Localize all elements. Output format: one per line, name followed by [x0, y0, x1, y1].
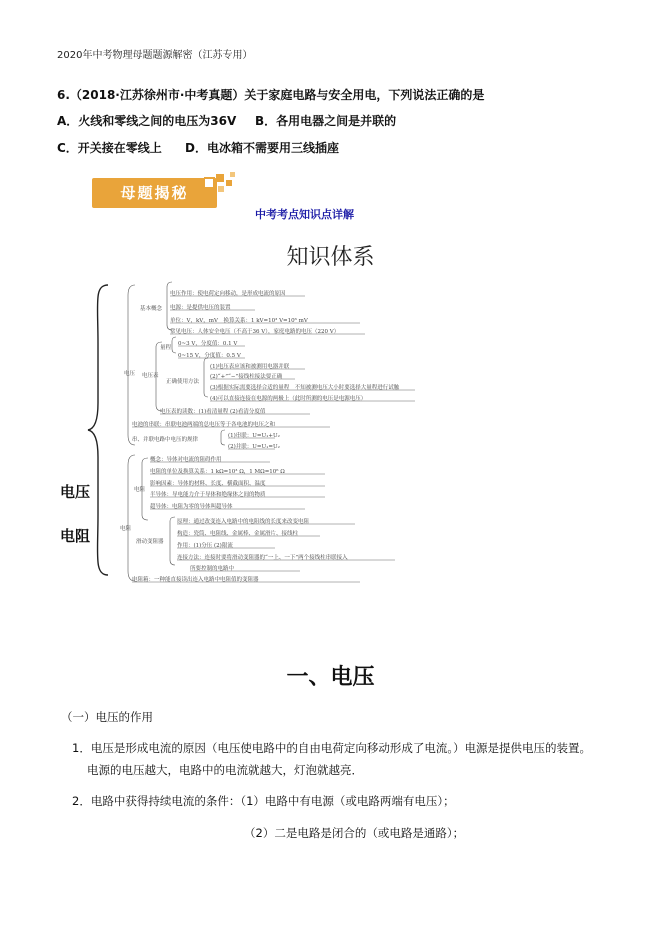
banner-label: 母题揭秘 [120, 184, 189, 202]
node-resistance-sub: 电阻 [134, 487, 146, 493]
node-superconductor: 超导体：电阻为零的导体叫超导体 [150, 504, 233, 510]
paragraph-1-line-1: 1．电压是形成电流的原因（电压使电路中的自由电荷定向移动形成了电流。）电源是提供电压的装置。 [72, 741, 592, 755]
node-rheostat: 滑动变阻器 [136, 539, 164, 545]
node-resistance-box: 电阻箱：一种能直接读出连入电路中电阻值的变阻器 [132, 577, 259, 583]
node-range-2: 0~15 V，分度值：0.5 V [178, 353, 241, 359]
option-b: B．各用电器之间是并联的 [255, 114, 397, 128]
option-d: D．电冰箱不需要用三线插座 [185, 141, 339, 155]
node-concept: 概念：导体对电流的阻碍作用 [150, 457, 222, 463]
node-voltage: 电压 [124, 371, 136, 377]
paragraph-1-line-2: 电源的电压越大，电路中的电流就越大，灯泡就越亮． [87, 763, 363, 777]
node-correct-use: 正确使用方法 [166, 379, 200, 385]
option-a: A．火线和零线之间的电压为36V [57, 114, 237, 128]
node-reading: 电压表的读数：(1)看清量程 (2)看清分度值 [160, 409, 266, 415]
banner-deco-icon [204, 172, 240, 210]
node-voltmeter: 电压表 [142, 373, 159, 379]
banner [92, 172, 240, 210]
node-battery-series: 电池的串联：串联电池两端的总电压等于各电池的电压之和 [132, 422, 276, 428]
node-connection: 连接方法：连接时要将滑动变阻器的“一上、一下”两个接线柱串联接入 [177, 555, 348, 561]
node-voltage-effect: 电压作用：使电荷定向移动，是形成电流的原因 [170, 291, 286, 297]
node-law: 串、并联电路中电压的规律 [132, 437, 199, 443]
node-law-1: (1)串联：U=U₁+U₂ [228, 433, 280, 439]
node-semiconductor: 半导体：导电能力介于导体和绝缘体之间的物质 [150, 492, 266, 498]
node-use-2: (2)“+”“−”接线柱接法要正确 [210, 374, 283, 380]
content-heading: （一）电压的作用 [61, 710, 153, 724]
mind-map [60, 275, 420, 600]
node-law-2: (2)并联：U=U₁=U₂ [228, 444, 280, 450]
side-label-voltage: 电压 [60, 483, 91, 501]
node-principle: 原理：通过改变连入电路中的电阻线的长度来改变电阻 [177, 519, 310, 525]
node-units: 单位：V，kV，mV 换算关系：1 kV=10³ V=10⁶ mV [170, 318, 308, 324]
node-power-source: 电源：是提供电压的装置 [170, 305, 231, 311]
node-function: 作用：(1)分压 (2)限流 [177, 543, 233, 549]
node-range: 量程 [160, 345, 172, 351]
option-c: C．开关接在零线上 [57, 141, 162, 155]
node-connection-2: 所要控制的电路中 [190, 566, 235, 572]
node-use-3: (3)根据实际需要选择合适的量程 不知被测电压大小时要选择大量程进行试触 [210, 385, 400, 391]
paragraph-2-line-2: （2）二是电路是闭合的（或电路是通路）； [244, 826, 465, 840]
node-structure: 构造：瓷筒、电阻线、金属棒、金属滑片、接线柱 [177, 531, 299, 537]
question-stem: 6.（2018·江苏徐州市·中考真题）关于家庭电路与安全用电，下列说法正确的是 [57, 88, 485, 102]
node-basic-concepts: 基本概念 [140, 306, 163, 312]
node-units-r: 电阻的单位及换算关系：1 kΩ=10³ Ω，1 MΩ=10⁶ Ω [150, 469, 285, 475]
subtitle: 中考考点知识点详解 [255, 208, 354, 221]
node-use-4: (4)可以直接连接在电源的两极上（此时所测的电压是电源电压） [210, 396, 367, 402]
diagram-title: 知识体系 [286, 245, 375, 270]
side-label-resistance: 电阻 [60, 527, 91, 545]
node-resistance: 电阻 [120, 526, 132, 532]
node-common-voltage: 常见电压：人体安全电压（不高于36 V），家庭电路的电压（220 V） [170, 329, 340, 335]
section-title: 一、电压 [286, 665, 375, 690]
paragraph-2-line-1: 2．电路中获得持续电流的条件：（1）电路中有电源（或电路两端有电压）； [72, 794, 455, 808]
page-header: 2020年中考物理母题题源解密（江苏专用） [57, 50, 253, 61]
node-range-1: 0~3 V，分度值：0.1 V [178, 341, 238, 347]
node-use-1: (1)电压表应该和被测用电器并联 [210, 364, 290, 370]
node-factors: 影响因素：导体的材料、长度、横截面积、温度 [150, 481, 266, 487]
